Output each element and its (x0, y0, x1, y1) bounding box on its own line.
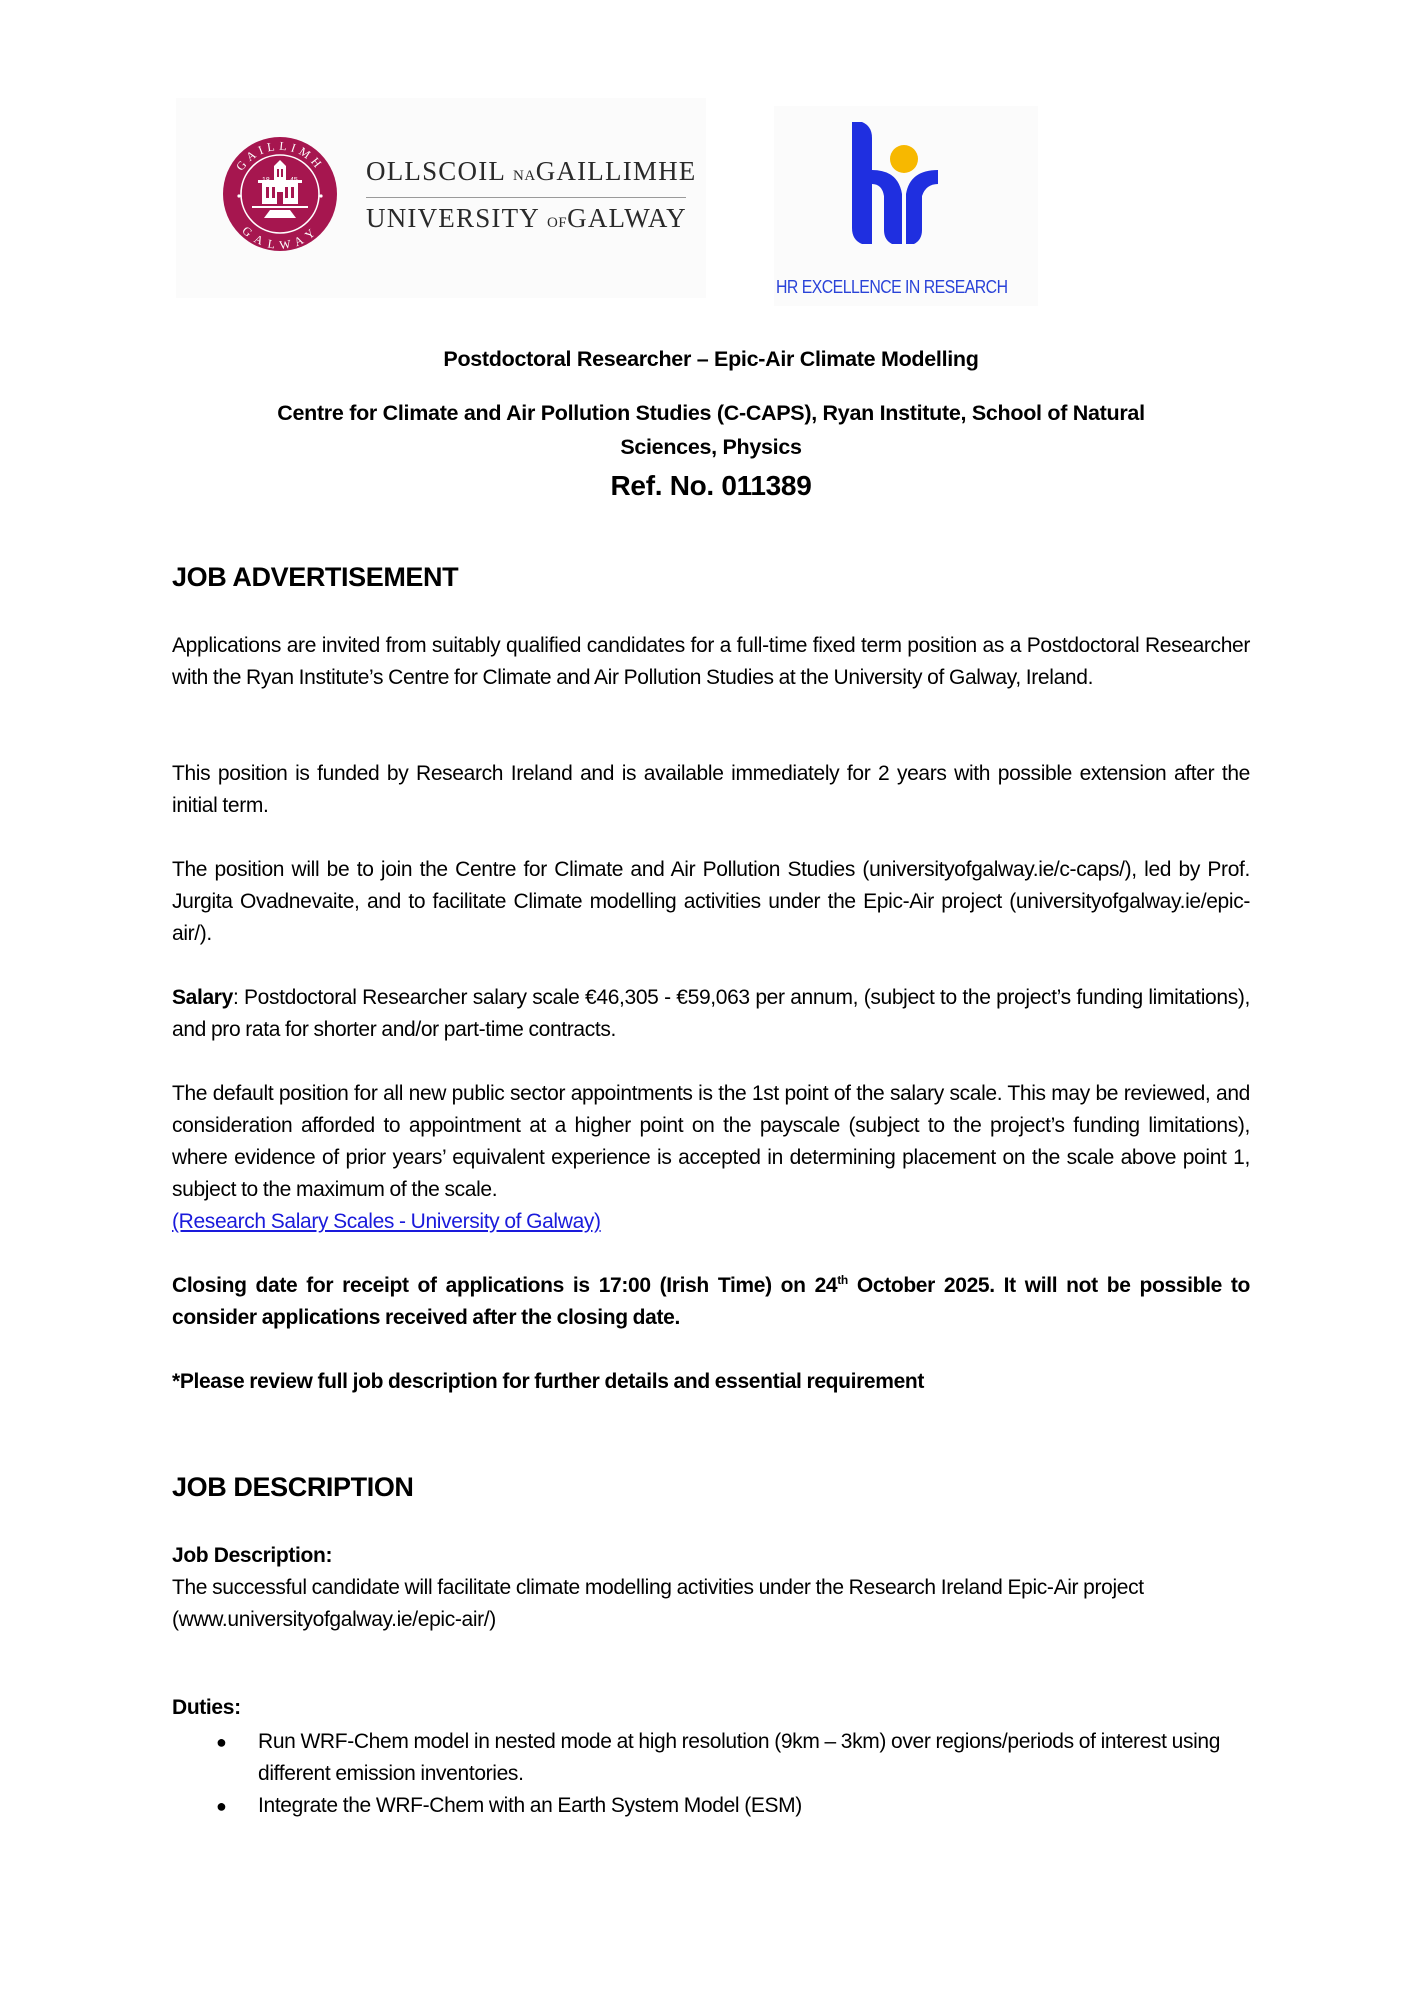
salary-paragraph (172, 982, 1250, 1046)
emblem-year-right: 45 (290, 177, 298, 184)
hr-tagline: HR EXCELLENCE IN RESEARCH (776, 277, 1008, 297)
duty-text: Run WRF-Chem model in nested mode at high resolution (9km – 3km) over regions/periods of interest using different emission inventories. (258, 1730, 1221, 1785)
default-position-paragraph (172, 1078, 1250, 1238)
position-title: Postdoctoral Researcher – Epic-Air Climate Modelling (443, 347, 979, 371)
funding-paragraph: This position is funded by Research Ireland and is available immediately for 2 years with possible extension after the initial term. (172, 762, 1250, 817)
wordmark-english-part: UNIVERSITY (366, 203, 539, 233)
wordmark-divider (366, 197, 686, 198)
duties-list (172, 1726, 1250, 1822)
wordmark-irish-na: NA (513, 168, 536, 184)
closing-date-suffix: th (837, 1273, 848, 1287)
department-line-2: Sciences, Physics (620, 435, 802, 459)
wordmark-irish-part: OLLSCOIL (366, 156, 506, 186)
job-description-text: The successful candidate will facilitate climate modelling activities under the Research Ireland Epic-Air project (www.universityofgalway.ie/epic-air/) (172, 1576, 1144, 1631)
research-salary-scales-link[interactable]: (Research Salary Scales - University of Galway) (172, 1210, 601, 1233)
bullet-icon: ● (216, 1796, 227, 1816)
salary-text: : Postdoctoral Researcher salary scale €46,305 - €59,063 per annum, (subject to the project’s funding limitations), and pro rata for shorter and/or part-time contracts. (172, 986, 1250, 1041)
wordmark-english (366, 203, 686, 238)
university-emblem-icon (222, 136, 338, 252)
wordmark-irish-part: GAILLIMHE (535, 156, 697, 186)
duty-text: Integrate the WRF-Chem with an Earth System Model (ESM) (258, 1794, 802, 1817)
emblem-text-top: GAILLIMH (233, 138, 327, 174)
review-note: *Please review full job description for further details and essential requirement (172, 1370, 925, 1393)
salary-label: Salary (172, 986, 233, 1009)
wordmark-english-of: OF (546, 215, 568, 231)
duty-item (172, 1790, 1250, 1822)
default-position-text: The default position for all new public sector appointments is the 1st point of the salary scale. This may be reviewed, and consideration afforded to appointment at a higher point on the payscale (subject to the project’s funding limitations), where evidence of prior years’ equivalent experience is accepted in determining placement on the scale above point 1, subject to the maximum of the scale. (172, 1082, 1250, 1201)
bullet-icon: ● (216, 1732, 227, 1752)
role-paragraph: The position will be to join the Centre for Climate and Air Pollution Studies (universityofgalway.ie/c-caps/), led by Prof. Jurgita Ovadnevaite, and to facilitate Climate modelling activities under the Epic-Air project (universityofgalway.ie/epic-air/). (172, 858, 1250, 945)
closing-date-text: Closing date for receipt of applications is 17:00 (Irish Time) on 24 (172, 1274, 838, 1297)
wordmark-english-part: GALWAY (567, 203, 687, 233)
duties-heading: Duties: (172, 1696, 241, 1719)
closing-date-text-2: October 2025. It will not be possible to consider applications received after the closing date. (172, 1274, 1250, 1329)
job-advertisement-heading: JOB ADVERTISEMENT (172, 562, 459, 592)
wordmark-irish (366, 156, 697, 191)
emblem-year-left: 18 (262, 177, 270, 184)
intro-paragraph: Applications are invited from suitably qualified candidates for a full-time fixed term position as a Postdoctoral Researcher with the Ryan Institute’s Centre for Climate and Air Pollution Studies at the University of Galway, Ireland. (172, 634, 1250, 689)
job-description-subheading: Job Description: (172, 1544, 333, 1567)
job-description-heading: JOB DESCRIPTION (172, 1472, 414, 1502)
duty-item (172, 1726, 1250, 1790)
reference-number: Ref. No. 011389 (610, 470, 812, 501)
hr-excellence-logo-icon (850, 122, 960, 244)
emblem-text-bottom: GALWAY (239, 223, 321, 252)
closing-date-paragraph (172, 1270, 1250, 1334)
department-line-1: Centre for Climate and Air Pollution Studies (C-CAPS), Ryan Institute, School of Natural (277, 401, 1145, 425)
university-wordmark (366, 156, 697, 238)
